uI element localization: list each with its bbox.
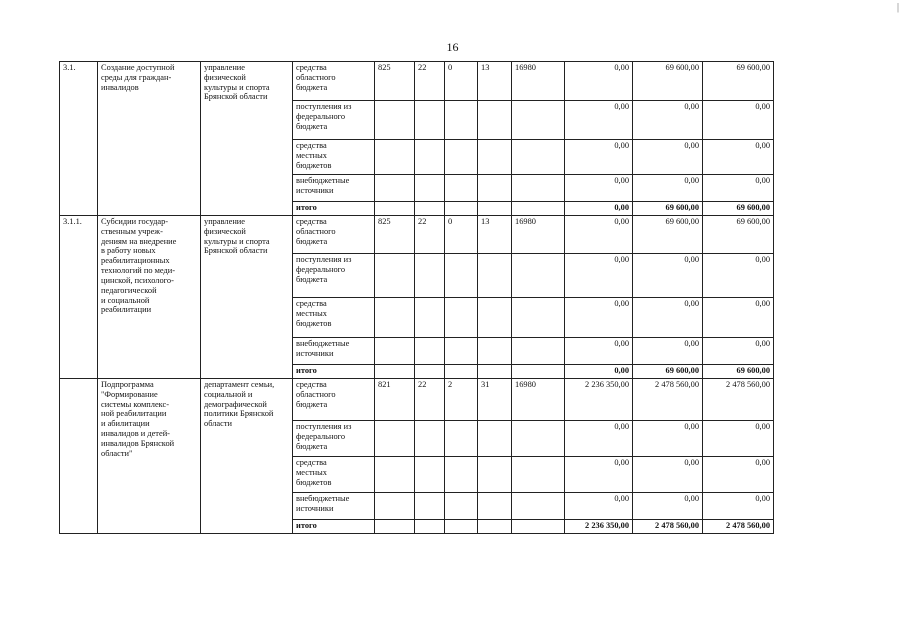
amount-v1: 0,00	[565, 202, 633, 216]
code-pr	[445, 298, 478, 338]
code-rz: 22	[415, 379, 445, 421]
code-grbs	[375, 493, 415, 520]
code-grbs	[375, 457, 415, 493]
funding-source: итого	[293, 202, 375, 216]
amount-v3: 2 478 560,00	[703, 520, 774, 534]
funding-source: средства местных бюджетов	[293, 140, 375, 175]
code-pr	[445, 101, 478, 140]
amount-v1: 0,00	[565, 338, 633, 365]
code-pr	[445, 365, 478, 379]
code-csr	[478, 338, 512, 365]
code-vr	[512, 338, 565, 365]
code-vr	[512, 254, 565, 298]
funding-source: средства областного бюджета	[293, 62, 375, 101]
code-csr	[478, 457, 512, 493]
executor: управление физической культуры и спорта Брянской области	[201, 62, 293, 216]
code-csr: 13	[478, 62, 512, 101]
table-body	[60, 62, 774, 534]
code-rz	[415, 202, 445, 216]
funding-source: поступления из федерального бюджета	[293, 254, 375, 298]
amount-v2: 0,00	[633, 298, 703, 338]
code-pr: 0	[445, 62, 478, 101]
item-number	[60, 379, 98, 534]
funding-source: итого	[293, 365, 375, 379]
code-csr	[478, 140, 512, 175]
budget-table	[59, 61, 774, 534]
code-rz	[415, 493, 445, 520]
code-vr: 16980	[512, 62, 565, 101]
code-csr	[478, 175, 512, 202]
amount-v3: 0,00	[703, 493, 774, 520]
code-rz	[415, 457, 445, 493]
funding-source: средства местных бюджетов	[293, 298, 375, 338]
code-csr	[478, 421, 512, 457]
amount-v1: 0,00	[565, 421, 633, 457]
amount-v1: 0,00	[565, 140, 633, 175]
code-rz	[415, 254, 445, 298]
funding-source: итого	[293, 520, 375, 534]
amount-v3: 0,00	[703, 175, 774, 202]
code-pr	[445, 520, 478, 534]
code-grbs	[375, 421, 415, 457]
amount-v2: 69 600,00	[633, 202, 703, 216]
code-grbs	[375, 520, 415, 534]
executor: управление физической культуры и спорта Брянской области	[201, 216, 293, 379]
funding-source: внебюджетные источники	[293, 493, 375, 520]
code-vr	[512, 175, 565, 202]
funding-source: внебюджетные источники	[293, 338, 375, 365]
amount-v2: 0,00	[633, 338, 703, 365]
code-vr	[512, 140, 565, 175]
code-grbs: 821	[375, 379, 415, 421]
executor: департамент семьи, социальной и демографической политики Брянской области	[201, 379, 293, 534]
code-vr	[512, 101, 565, 140]
code-grbs: 825	[375, 62, 415, 101]
item-number: 3.1.1.	[60, 216, 98, 379]
amount-v2: 69 600,00	[633, 365, 703, 379]
code-grbs	[375, 202, 415, 216]
code-pr: 0	[445, 216, 478, 254]
code-rz: 22	[415, 62, 445, 101]
amount-v1: 0,00	[565, 175, 633, 202]
amount-v1: 0,00	[565, 216, 633, 254]
code-grbs	[375, 101, 415, 140]
code-pr	[445, 457, 478, 493]
funding-source: поступления из федерального бюджета	[293, 101, 375, 140]
amount-v1: 0,00	[565, 101, 633, 140]
amount-v1: 0,00	[565, 493, 633, 520]
code-pr	[445, 338, 478, 365]
amount-v2: 0,00	[633, 175, 703, 202]
amount-v3: 69 600,00	[703, 365, 774, 379]
code-csr	[478, 298, 512, 338]
amount-v1: 2 236 350,00	[565, 379, 633, 421]
code-vr	[512, 298, 565, 338]
amount-v3: 0,00	[703, 298, 774, 338]
amount-v3: 0,00	[703, 338, 774, 365]
code-rz	[415, 101, 445, 140]
code-pr	[445, 421, 478, 457]
funding-source: поступления из федерального бюджета	[293, 421, 375, 457]
code-grbs	[375, 365, 415, 379]
code-pr	[445, 254, 478, 298]
code-rz	[415, 520, 445, 534]
amount-v2: 0,00	[633, 101, 703, 140]
code-vr	[512, 202, 565, 216]
code-vr: 16980	[512, 379, 565, 421]
code-vr	[512, 421, 565, 457]
funding-source: средства областного бюджета	[293, 379, 375, 421]
code-vr: 16980	[512, 216, 565, 254]
amount-v3: 0,00	[703, 140, 774, 175]
corner-mark: |	[896, 2, 899, 13]
code-csr: 13	[478, 216, 512, 254]
amount-v2: 0,00	[633, 254, 703, 298]
code-pr	[445, 493, 478, 520]
code-vr	[512, 493, 565, 520]
amount-v1: 0,00	[565, 298, 633, 338]
code-csr	[478, 254, 512, 298]
amount-v2: 2 478 560,00	[633, 379, 703, 421]
amount-v1: 0,00	[565, 457, 633, 493]
amount-v2: 69 600,00	[633, 62, 703, 101]
code-vr	[512, 365, 565, 379]
table-row	[60, 62, 774, 101]
amount-v3: 69 600,00	[703, 216, 774, 254]
amount-v3: 69 600,00	[703, 62, 774, 101]
amount-v3: 0,00	[703, 457, 774, 493]
amount-v3: 0,00	[703, 254, 774, 298]
code-rz	[415, 140, 445, 175]
page-number: 16	[446, 40, 459, 54]
code-grbs	[375, 175, 415, 202]
amount-v2: 0,00	[633, 140, 703, 175]
code-csr	[478, 365, 512, 379]
code-pr: 2	[445, 379, 478, 421]
code-grbs	[375, 338, 415, 365]
funding-source: внебюджетные источники	[293, 175, 375, 202]
code-pr	[445, 140, 478, 175]
code-csr	[478, 520, 512, 534]
code-vr	[512, 520, 565, 534]
amount-v1: 0,00	[565, 365, 633, 379]
amount-v3: 0,00	[703, 421, 774, 457]
code-grbs	[375, 140, 415, 175]
amount-v2: 0,00	[633, 421, 703, 457]
item-name: Создание доступной среды для граждан- инвалидов	[98, 62, 201, 216]
code-rz	[415, 338, 445, 365]
code-rz	[415, 421, 445, 457]
code-grbs	[375, 254, 415, 298]
item-name: Субсидии государ- ственным учреж- дениям на внедрение в работу новых реабилитационных технологий по меди- цинской, психолого- педагогической и социальной реабилитации	[98, 216, 201, 379]
code-csr: 31	[478, 379, 512, 421]
table-row	[60, 216, 774, 254]
item-number: 3.1.	[60, 62, 98, 216]
code-csr	[478, 101, 512, 140]
amount-v2: 0,00	[633, 493, 703, 520]
amount-v1: 0,00	[565, 254, 633, 298]
code-csr	[478, 493, 512, 520]
code-vr	[512, 457, 565, 493]
amount-v2: 0,00	[633, 457, 703, 493]
code-rz	[415, 175, 445, 202]
amount-v3: 0,00	[703, 101, 774, 140]
code-grbs	[375, 298, 415, 338]
code-pr	[445, 175, 478, 202]
amount-v1: 0,00	[565, 62, 633, 101]
code-rz	[415, 365, 445, 379]
code-rz: 22	[415, 216, 445, 254]
funding-source: средства областного бюджета	[293, 216, 375, 254]
table-row	[60, 379, 774, 421]
amount-v2: 2 478 560,00	[633, 520, 703, 534]
code-grbs: 825	[375, 216, 415, 254]
item-name: Подпрограмма "Формирование системы комплекс- ной реабилитации и абилитации инвалидов и детей- инвалидов Брянской области"	[98, 379, 201, 534]
funding-source: средства местных бюджетов	[293, 457, 375, 493]
amount-v3: 69 600,00	[703, 202, 774, 216]
amount-v2: 69 600,00	[633, 216, 703, 254]
amount-v1: 2 236 350,00	[565, 520, 633, 534]
amount-v3: 2 478 560,00	[703, 379, 774, 421]
code-csr	[478, 202, 512, 216]
code-rz	[415, 298, 445, 338]
code-pr	[445, 202, 478, 216]
